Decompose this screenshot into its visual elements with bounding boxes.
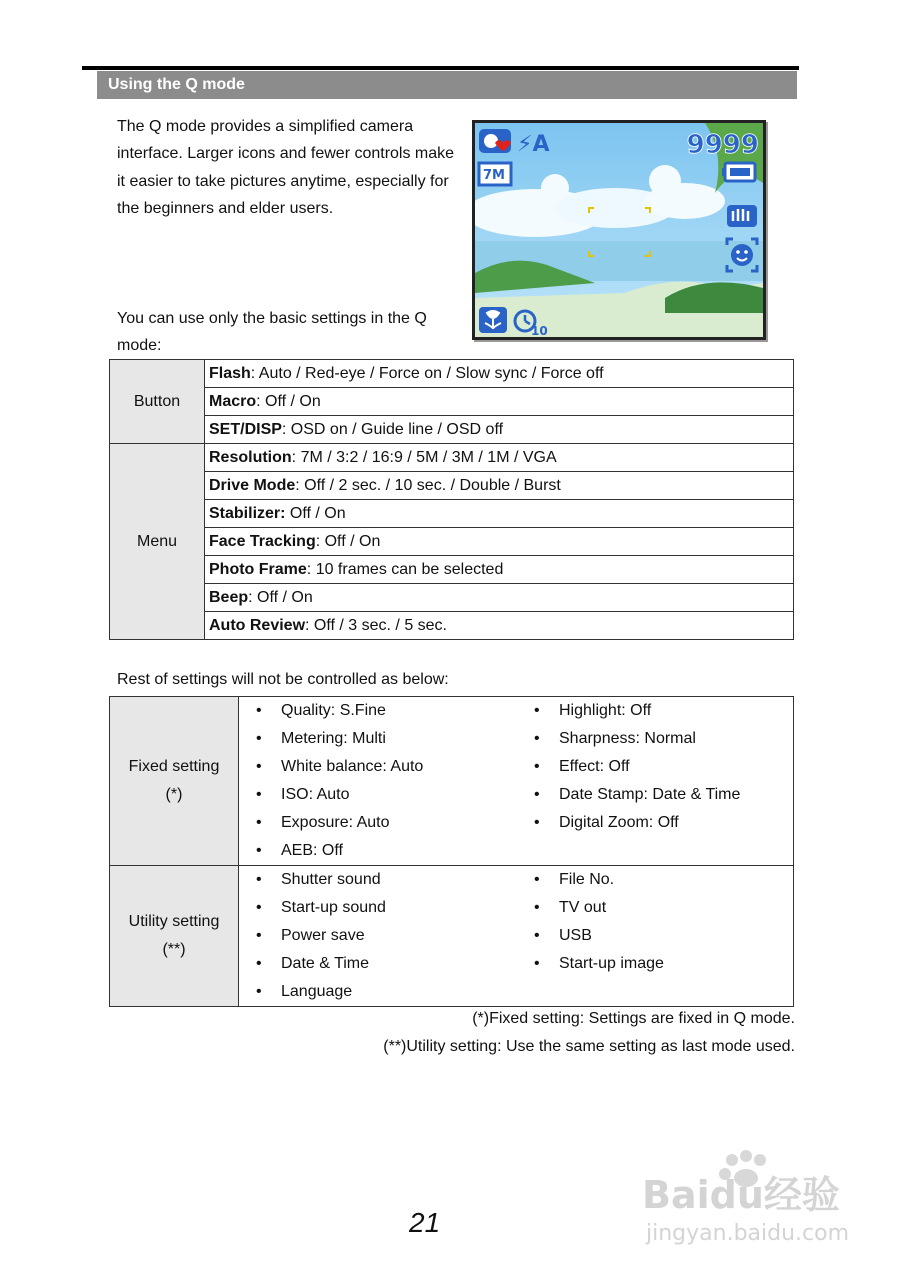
list-item: • Effect: Off: [517, 753, 793, 781]
menu-category: Menu: [110, 444, 205, 640]
basic-settings-intro: You can use only the basic settings in the Q mode:: [117, 310, 427, 355]
table-row: [110, 416, 794, 444]
fixed-setting-mark: (*): [165, 786, 183, 803]
rest-settings-intro: Rest of settings will not be controlled as below:: [117, 671, 449, 688]
list-item: • Start-up image: [517, 950, 793, 978]
table-row: [110, 697, 794, 866]
list-item: • USB: [517, 922, 793, 950]
page-number: 21: [409, 1207, 441, 1238]
list-item: • AEB: Off: [239, 837, 517, 865]
list-item: • Power save: [239, 922, 517, 950]
setting-flash: Flash: Auto / Red-eye / Force on / Slow sync / Force off: [205, 360, 794, 388]
setting-face-tracking: Face Tracking: Off / On: [205, 528, 794, 556]
table-row: [110, 584, 794, 612]
scene-heart-icon: [479, 129, 511, 153]
basic-settings-table: [109, 359, 794, 640]
list-item: • White balance: Auto: [239, 753, 517, 781]
utility-right-list: [517, 866, 794, 1007]
table-row: [110, 444, 794, 472]
utility-setting-mark: (**): [162, 941, 186, 958]
setting-drive-mode: Drive Mode: Off / 2 sec. / 10 sec. / Double / Burst: [205, 472, 794, 500]
utility-setting-note: (**)Utility setting: Use the same setting as last mode used.: [383, 1038, 795, 1055]
table-row: [110, 472, 794, 500]
battery-icon: [722, 163, 755, 181]
button-category: Button: [110, 360, 205, 444]
table-row: [110, 556, 794, 584]
shots-remaining: 9999: [686, 130, 759, 160]
list-item: • Sharpness: Normal: [517, 725, 793, 753]
fixed-setting-category: [110, 697, 239, 866]
rest-settings-table: [109, 696, 794, 1007]
section-title: Using the Q mode: [97, 71, 797, 99]
resolution-7m-icon: [479, 163, 511, 185]
list-item: • ISO: Auto: [239, 781, 517, 809]
list-item: • Start-up sound: [239, 894, 517, 922]
resolution-label: 7M: [483, 168, 505, 183]
self-timer-label: 10: [531, 324, 548, 337]
table-row: [110, 528, 794, 556]
baidu-watermark-logo: [640, 1148, 860, 1248]
list-item: • TV out: [517, 894, 793, 922]
camera-screen-illustration: [472, 120, 766, 340]
setting-macro: Macro: Off / On: [205, 388, 794, 416]
list-item: • Date Stamp: Date & Time: [517, 781, 793, 809]
list-item: • Shutter sound: [239, 866, 517, 894]
macro-icon: [479, 307, 507, 333]
list-item: • Metering: Multi: [239, 725, 517, 753]
setting-set-disp: SET/DISP: OSD on / Guide line / OSD off: [205, 416, 794, 444]
list-item: • Language: [239, 978, 517, 1006]
list-item: • Exposure: Auto: [239, 809, 517, 837]
setting-auto-review: Auto Review: Off / 3 sec. / 5 sec.: [205, 612, 794, 640]
fixed-setting-note: (*)Fixed setting: Settings are fixed in Q mode.: [472, 1010, 795, 1027]
fixed-left-list: [239, 697, 518, 866]
list-item: • Digital Zoom: Off: [517, 809, 793, 837]
setting-resolution: Resolution: 7M / 3:2 / 16:9 / 5M / 3M / 1M / VGA: [205, 444, 794, 472]
setting-beep: Beep: Off / On: [205, 584, 794, 612]
table-row: [110, 866, 794, 1007]
top-rule: [82, 66, 799, 70]
utility-left-list: [239, 866, 518, 1007]
table-row: [110, 500, 794, 528]
setting-stabilizer: Stabilizer: Off / On: [205, 500, 794, 528]
utility-setting-category: [110, 866, 239, 1007]
table-row: [110, 360, 794, 388]
fixed-setting-label: Fixed setting: [128, 758, 220, 775]
flash-auto-icon: [517, 132, 549, 157]
list-item: • Date & Time: [239, 950, 517, 978]
list-item: • File No.: [517, 866, 793, 894]
intro-paragraph: The Q mode provides a simplified camera interface. Larger icons and fewer controls make it easier to take pictures anytime, especially for the beginners and elder users.: [117, 118, 455, 218]
watermark-brand: Baidu经验: [642, 1173, 840, 1217]
list-item: • Quality: S.Fine: [239, 697, 517, 725]
utility-setting-label: Utility setting: [128, 913, 220, 930]
list-item: • Highlight: Off: [517, 697, 793, 725]
table-row: [110, 612, 794, 640]
stabilizer-icon: [727, 205, 757, 227]
watermark-url: jingyan.baidu.com: [646, 1221, 850, 1246]
fixed-right-list: [517, 697, 794, 866]
setting-photo-frame: Photo Frame: 10 frames can be selected: [205, 556, 794, 584]
flash-auto-label: ⚡A: [517, 132, 550, 157]
table-row: [110, 388, 794, 416]
